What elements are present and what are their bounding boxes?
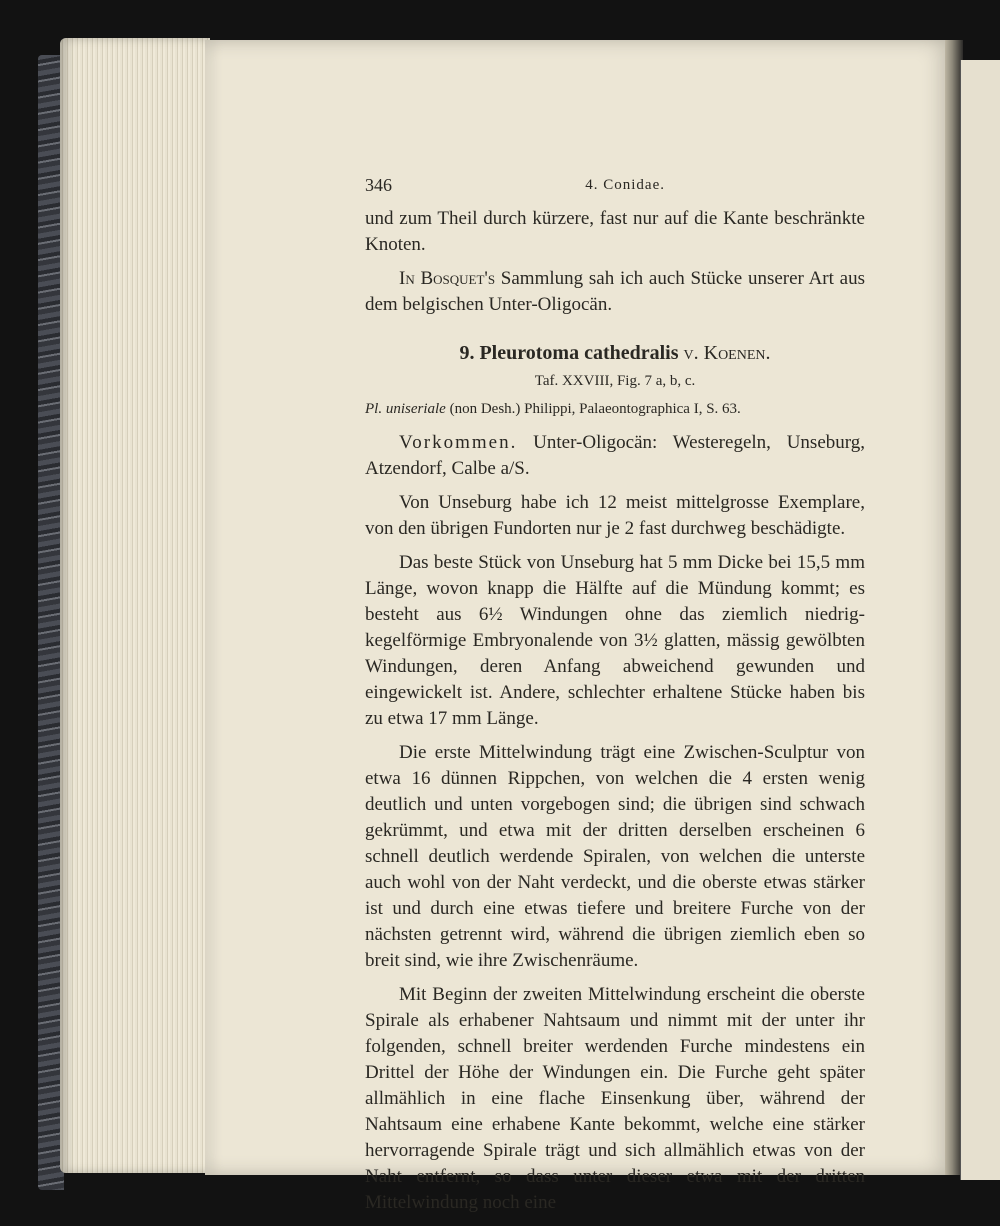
- bosquet-rest: Sammlung sah ich auch Stücke unserer Art aus dem belgischen Unter-Oligocän.: [365, 268, 865, 315]
- species-name: 9. Pleurotoma cathedralis: [459, 342, 679, 364]
- page-header: [365, 172, 665, 198]
- synonym-line: [365, 396, 865, 422]
- page-edges: [60, 38, 210, 1173]
- facing-page-edge: [960, 60, 1000, 1180]
- synonym-citation: (non Desh.) Philippi, Palaeontographica I, S. 63.: [449, 401, 741, 417]
- paragraph-first-whorl: Die erste Mittelwindung trägt eine Zwischen-Sculptur von etwa 16 dünnen Rippchen, von welchen die 4 ersten wenig deutlich und unten vorgebogen sind; die übrigen sind schwach gekrümmt, und etwa mit der dritten derselben erscheinen 6 schnell deutlich werdende Spiralen, von welchen die unterste auch wohl von der Naht verdeckt, und die oberste etwas stärker ist und durch eine etwas tiefere und breitere Furche von der nächsten getrennt wird, während die übrigen ziemlich eben so breit sind, wie ihre Zwischenräume.: [365, 742, 865, 971]
- page-number: 346: [365, 175, 392, 195]
- bosquet-name: In Bosquet's: [399, 268, 496, 289]
- running-title: 4. Conidae.: [585, 177, 665, 193]
- paragraph-specimens: Von Unseburg habe ich 12 meist mittelgrosse Exemplare, von den übrigen Fundorten nur je 2 fast durchweg beschädigte.: [365, 492, 865, 539]
- species-heading: [365, 340, 865, 366]
- paragraph-vorkommen: [365, 430, 865, 482]
- vorkommen-label: Vorkommen.: [399, 432, 518, 453]
- paragraph-dimensions: Das beste Stück von Unseburg hat 5 mm Dicke bei 15,5 mm Länge, wovon knapp die Hälfte auf die Mündung kommt; es besteht aus 6½ Windungen ohne das ziemlich niedrig-kegelförmige Embryonalende von 3½ glatten, mässig gewölbten Windungen, deren Anfang abweichend gewunden und eingewickelt ist. Andere, schlechter erhaltene Stücke haben bis zu etwa 17 mm Länge.: [365, 552, 865, 729]
- text-column: [365, 172, 865, 1216]
- plate-reference: Taf. XXVIII, Fig. 7 a, b, c.: [534, 373, 696, 389]
- synonym-name: Pl. uniseriale: [365, 401, 446, 417]
- vorkommen-text: Unter-Oligocän: Westeregeln, Unseburg, Atzendorf, Calbe a/S.: [365, 432, 865, 479]
- paragraph-bosquet: [365, 266, 865, 318]
- species-author: v. Koenen.: [683, 342, 771, 364]
- paragraph-second-whorl: Mit Beginn der zweiten Mittelwindung erscheint die oberste Spirale als erhabener Nahtsaum und nimmt mit der unter ihr folgenden, schnell breiter werdenden Furche mindestens ein Drittel der Höhe der Windungen ein. Die Furche geht später allmählich in eine flache Einsenkung über, während der Nahtsaum eine erhabene Kante bekommt, welche eine stärker hervorragende Spirale trägt und sich allmählich etwas von der Naht entfernt, so dass unter dieser etwa mit der dritten Mittelwindung noch eine: [365, 984, 865, 1213]
- paragraph-continuation: und zum Theil durch kürzere, fast nur auf die Kante beschränkte Knoten.: [365, 208, 865, 255]
